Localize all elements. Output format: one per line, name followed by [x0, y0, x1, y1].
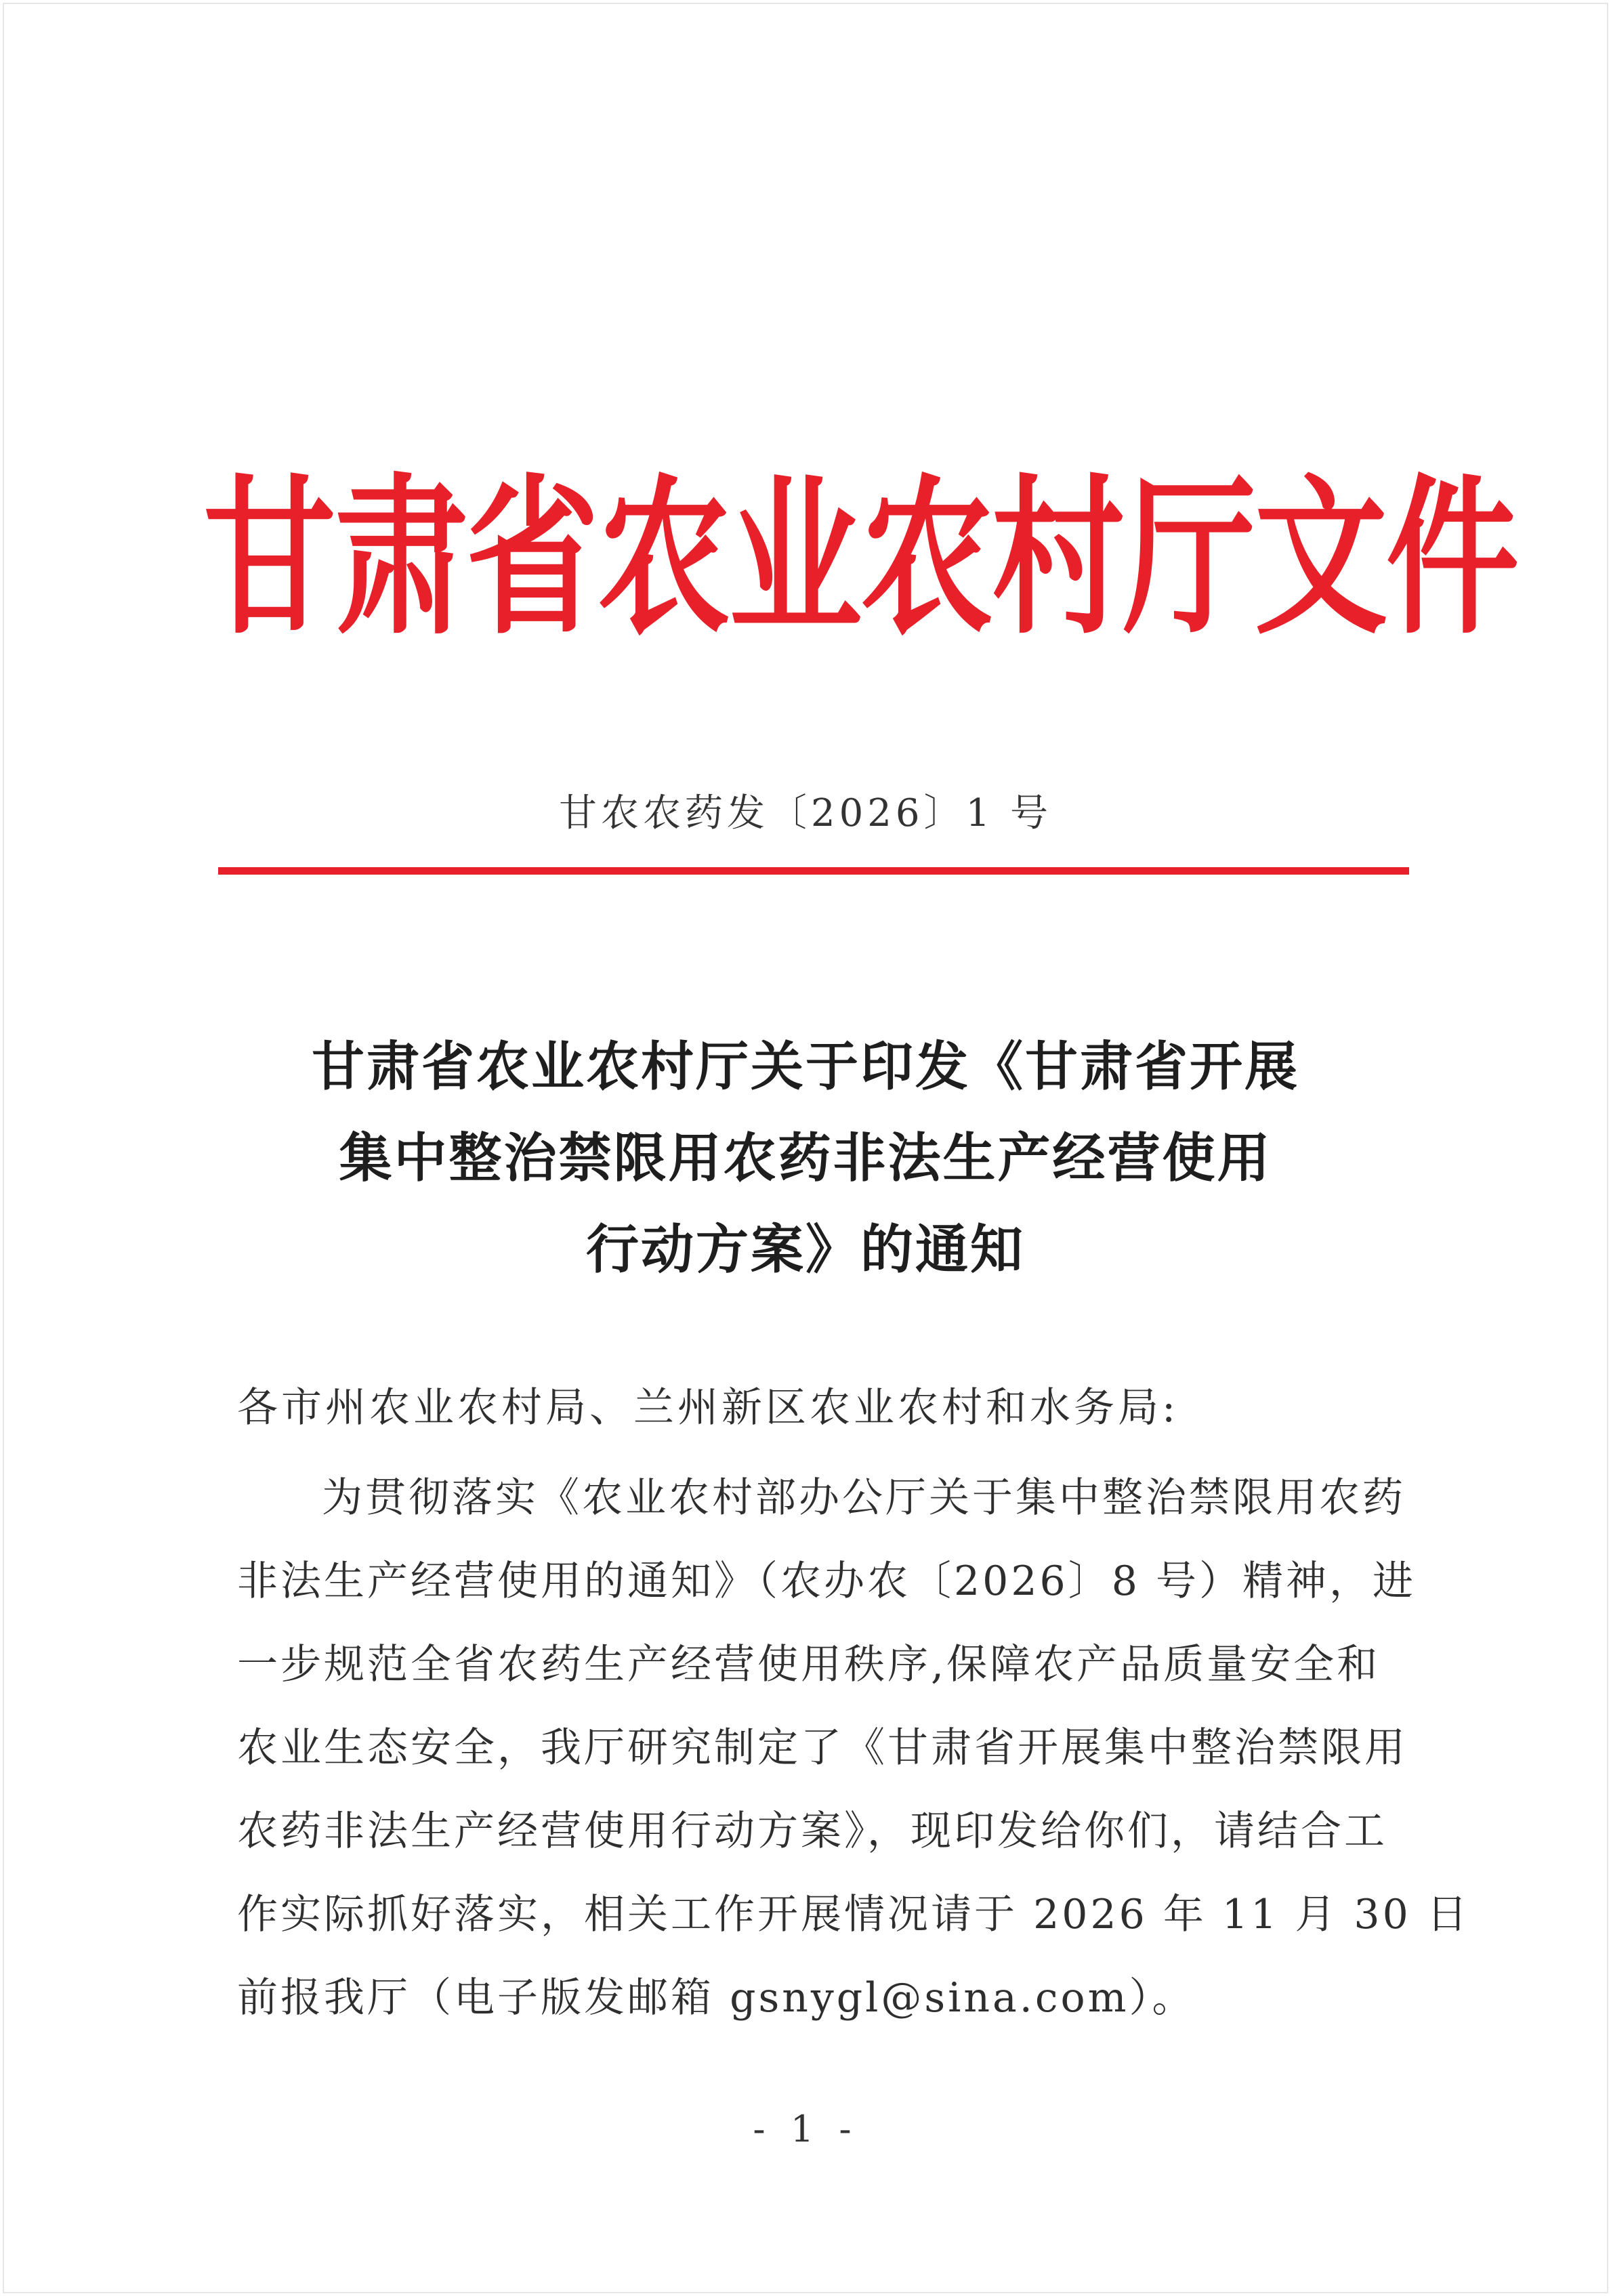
body-line-3: 一步规范全省农药生产经营使用秩序,保障农产品质量安全和: [237, 1641, 1381, 1688]
document-number: 甘农农药发〔2026〕1 号: [559, 791, 1052, 835]
title-line-3: 行动方案》的通知: [585, 1219, 1025, 1280]
body-line-7: 前报我厅（电子版发邮箱 gsnygl@sina.com）。: [237, 1974, 1196, 2022]
body-line-2: 非法生产经营使用的通知》（农办农〔2026〕8 号）精神，进: [237, 1558, 1416, 1605]
body-line-6: 作实际抓好落实，相关工作开展情况请于 2026 年 11 月 30 日: [237, 1891, 1470, 1938]
notice-title: [203, 1022, 1408, 1296]
addressee: 各市州农业农村局、兰州新区农业农村和水务局:: [237, 1384, 1179, 1432]
body-line-5: 农药非法生产经营使用行动方案》，现印发给你们，请结合工: [237, 1808, 1387, 1855]
title-line-1: 甘肃省农业农村厅关于印发《甘肃省开展: [311, 1037, 1299, 1098]
body-paragraph: [237, 1457, 1470, 2040]
body-line-1: 为贯彻落实《农业农村部办公厅关于集中整治禁限用农药: [322, 1474, 1406, 1522]
title-line-2: 集中整治禁限用农药非法生产经营使用: [339, 1128, 1272, 1189]
page-number: - 1 -: [753, 2108, 858, 2150]
body-line-4: 农业生态安全，我厅研究制定了《甘肃省开展集中整治禁限用: [237, 1724, 1408, 1772]
red-divider-line: [218, 867, 1409, 875]
masthead-title: 甘肃省农业农村厅文件: [203, 458, 1518, 658]
